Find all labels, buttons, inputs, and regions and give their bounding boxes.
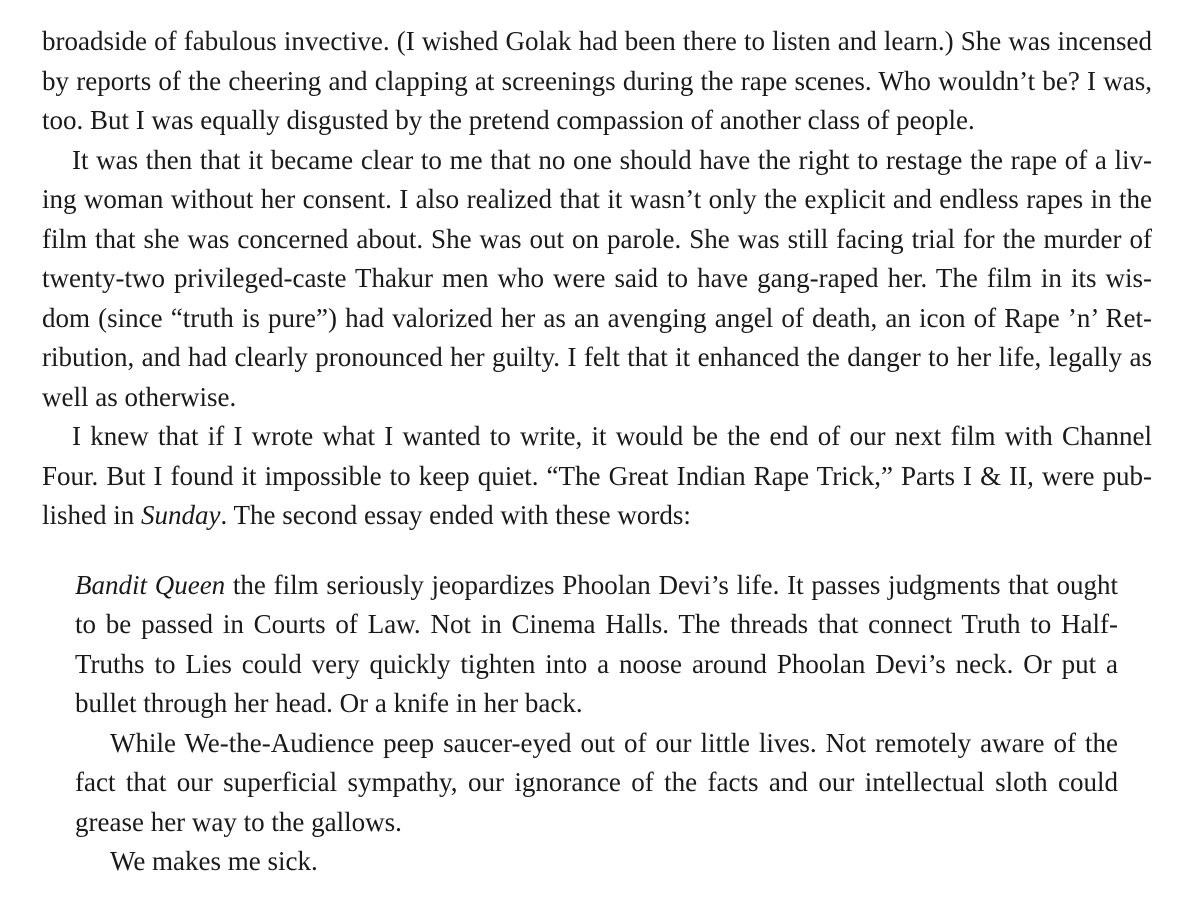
body-text-line [42,502,691,529]
body-text-fragment: . The second essay ended with these words: [220,500,691,530]
quote-line: Truths to Lies could very quickly tighten into a noose around Phoolan Devi’s neck. Or put a [75,649,1118,679]
quote-line: grease her way to the gallows. [75,807,402,837]
quote-line: to be passed in Courts of Law. Not in Cinema Halls. The threads that connect Truth to Half- [75,609,1118,639]
body-text-line: well as otherwise. [42,382,237,412]
quote-line: While We-the-Audience peep saucer-eyed out of our little lives. Not remotely aware of the [110,728,1118,758]
quote-line: bullet through her head. Or a knife in her back. [75,688,583,718]
body-text-line: dom (since “truth is pure”) had valorized her as an avenging angel of death, an icon of Rape ’n’ Ret- [42,303,1152,333]
body-text-line: broadside of fabulous invective. (I wished Golak had been there to listen and learn.) She was incensed [42,26,1152,56]
body-text-line: too. But I was equally disgusted by the pretend compassion of another class of people. [42,105,975,135]
quote-line: We makes me sick. [110,846,318,876]
publication-title: Sunday [141,500,221,530]
body-text-line: ing woman without her consent. I also realized that it wasn’t only the explicit and endless rapes in the [42,184,1152,214]
quote-line: fact that our superficial sympathy, our ignorance of the facts and our intellectual sloth could [75,767,1118,797]
quote-text-fragment: the film seriously jeopardizes Phoolan Devi’s life. It passes judgments that ought [225,570,1118,600]
body-text-line: I knew that if I wrote what I wanted to write, it would be the end of our next film with Channel [72,421,1152,451]
body-text-line: film that she was concerned about. She was out on parole. She was still facing trial for the murder of [42,224,1152,254]
body-text-fragment: lished in [42,500,141,530]
body-text-line: Four. But I found it impossible to keep quiet. “The Great Indian Rape Trick,” Parts I & II, were pub- [42,461,1152,491]
film-title: Bandit Queen [75,570,226,600]
body-text-line: twenty-two privileged-caste Thakur men who were said to have gang-raped her. The film in its wis- [42,263,1152,293]
body-text-line: It was then that it became clear to me that no one should have the right to restage the rape of a liv- [72,145,1152,175]
body-text-line: by reports of the cheering and clapping at screenings during the rape scenes. Who wouldn’t be? I was, [42,66,1152,96]
quote-line [75,572,1118,599]
body-text-line: ribution, and had clearly pronounced her guilty. I felt that it enhanced the danger to her life, legally as [42,342,1152,372]
